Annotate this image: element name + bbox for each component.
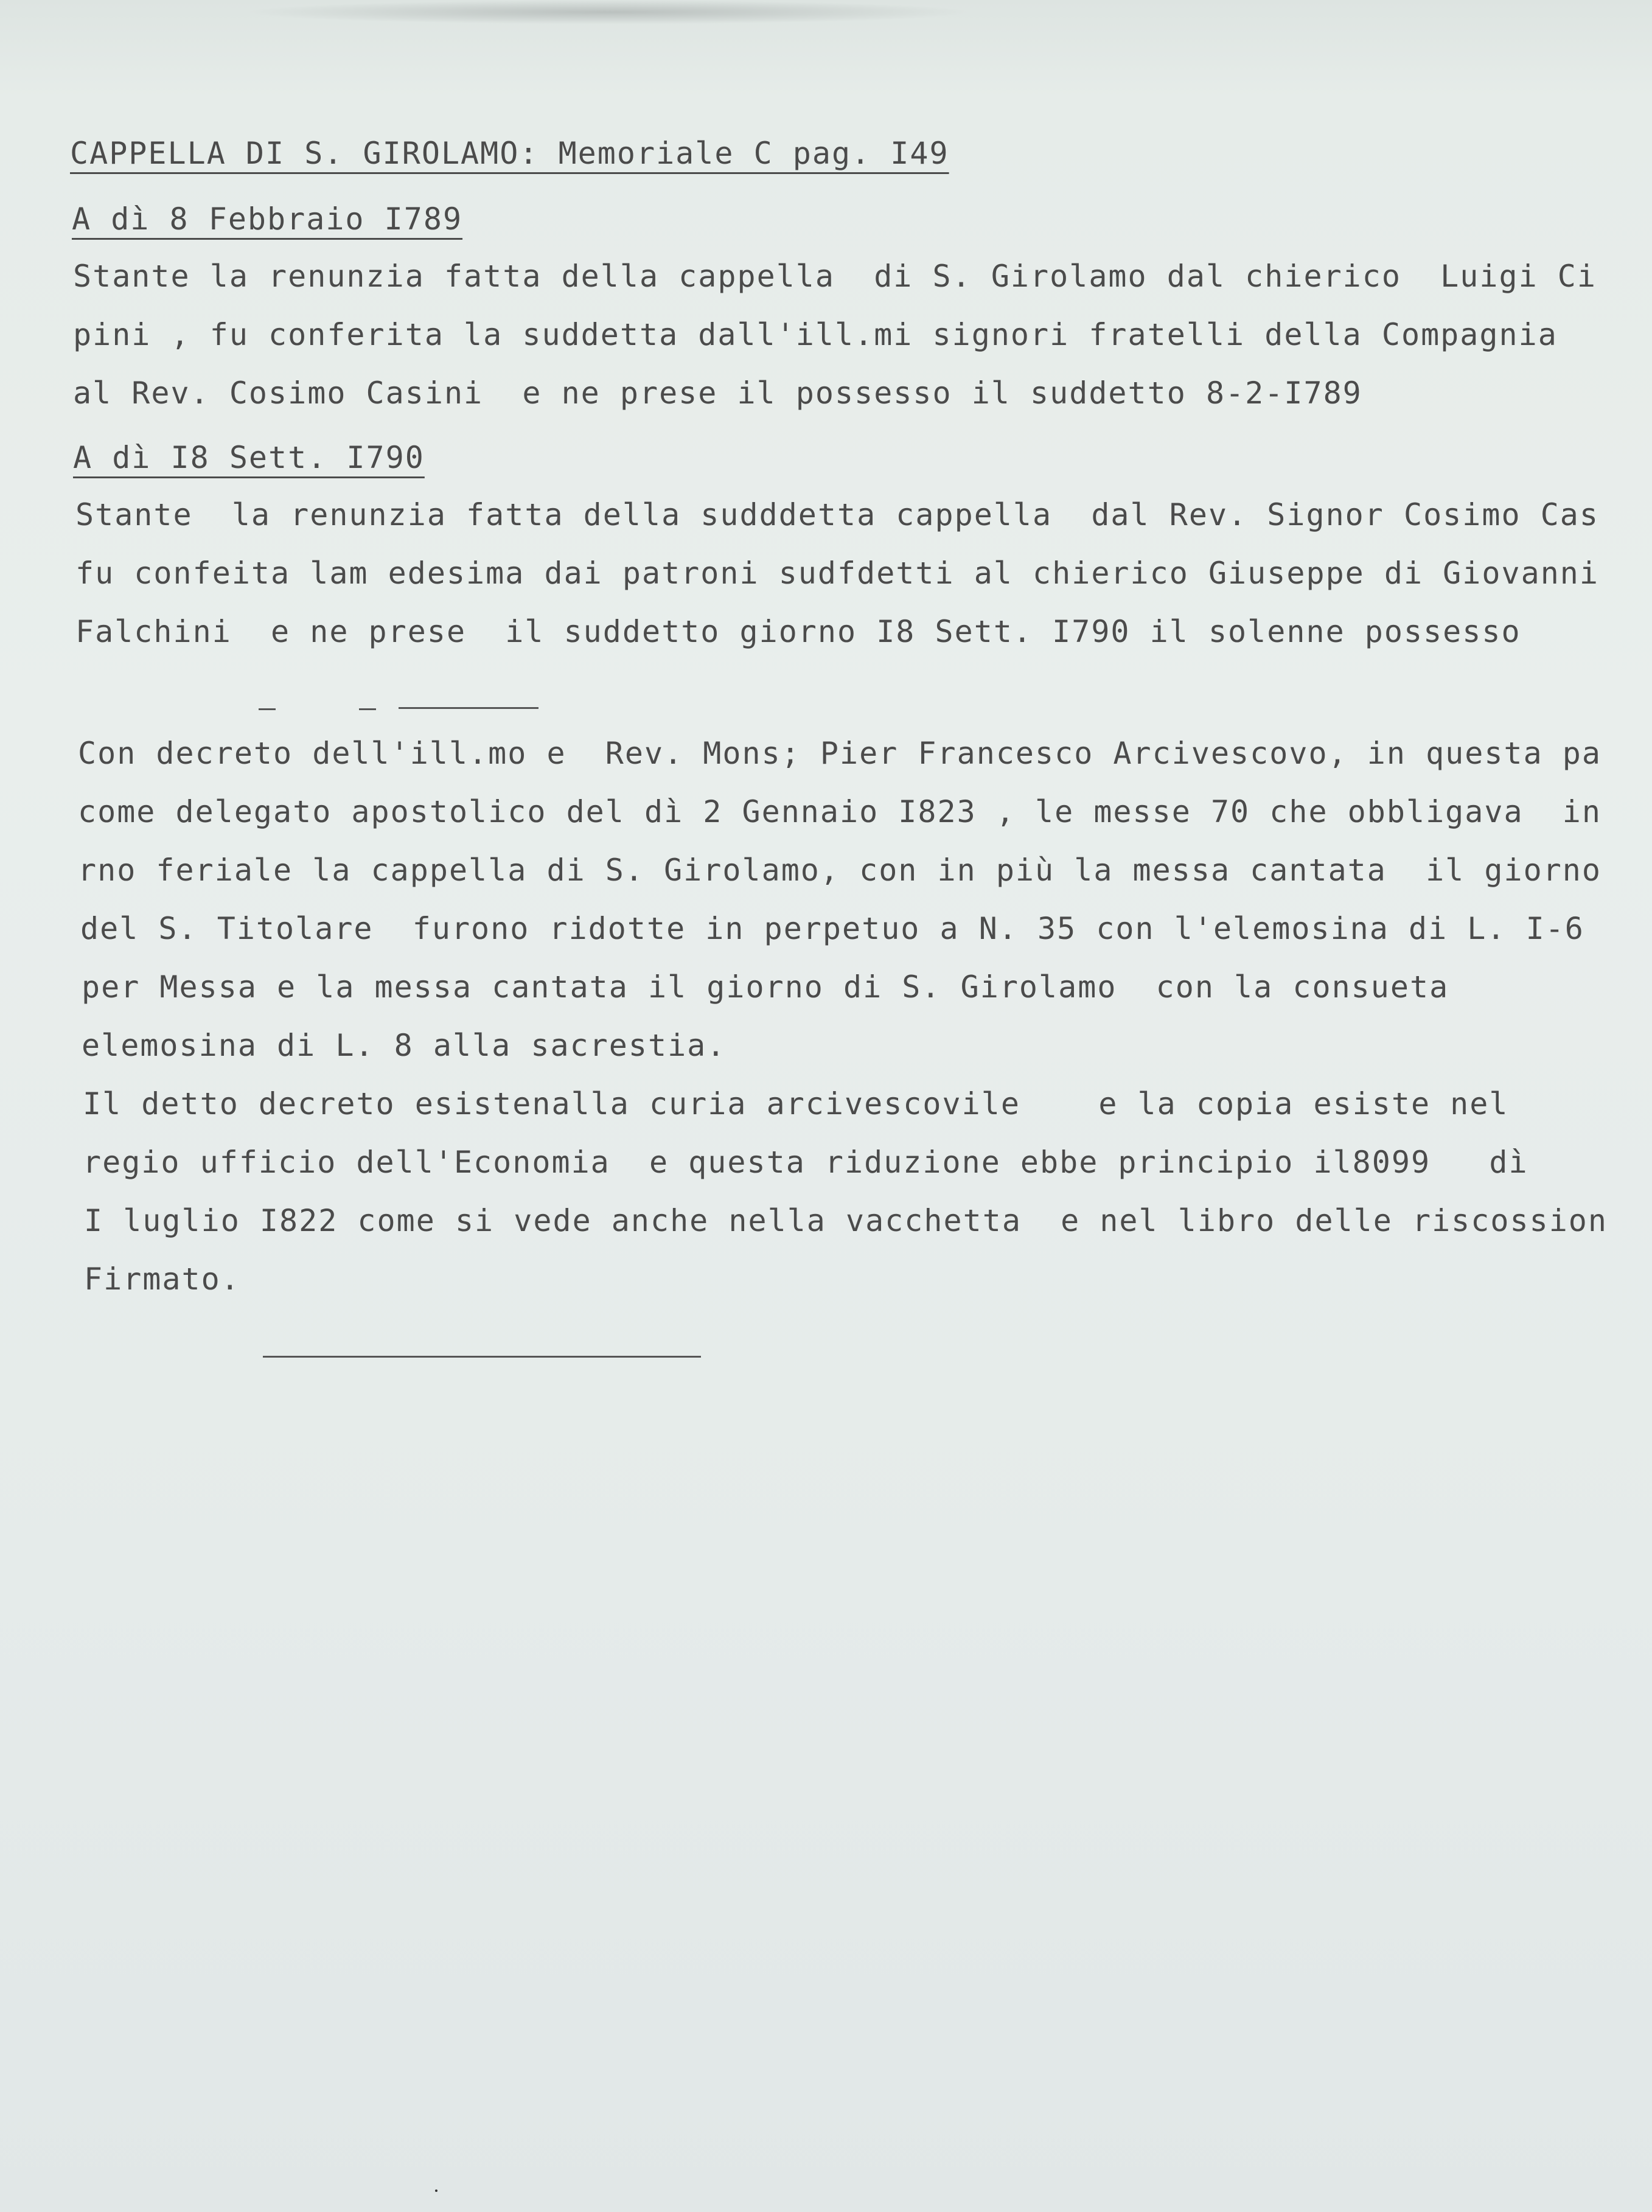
decree-line: regio ufficio dell'Economia e questa riduzione ebbe principio il8099 dì [83, 1145, 1528, 1180]
decree-line: elemosina di L. 8 alla sacrestia. [82, 1028, 727, 1063]
entry1-line: al Rev. Cosimo Casini e ne prese il possesso il suddetto 8-2-I789 [73, 375, 1362, 411]
decree-line: Con decreto dell'ill.mo e Rev. Mons; Pier Francesco Arcivescovo, in questa pa [78, 736, 1601, 771]
scan-speck [435, 2189, 437, 2192]
entry1-line: pini , fu conferita la suddetta dall'ill.mi signori fratelli della Compagnia [73, 317, 1558, 352]
decree-line: Il detto decreto esistenalla curia arcivescovile e la copia esiste nel [83, 1086, 1509, 1122]
entry2-line: Falchini e ne prese il suddetto giorno I8 Sett. I790 il solenne possesso [75, 614, 1521, 649]
entry1-date: A dì 8 Febbraio I789 [72, 201, 463, 237]
decree-signature: Firmato. [84, 1261, 240, 1297]
decree-line: per Messa e la messa cantata il giorno di S. Girolamo con la consueta [82, 969, 1449, 1005]
entry2-date: A dì I8 Sett. I790 [73, 440, 425, 475]
decree-line: I luglio I822 come si vede anche nella vacchetta e nel libro delle riscossion [84, 1203, 1608, 1238]
decree-line: come delegato apostolico del dì 2 Gennaio I823 , le messe 70 che obbligava in [78, 794, 1601, 829]
decree-line: rno feriale la cappella di S. Girolamo, con in più la messa cantata il giorno [78, 853, 1601, 888]
document-title: CAPPELLA DI S. GIROLAMO: Memoriale C pag. I49 [70, 136, 949, 171]
entry2-line: Stante la renunzia fatta della sudddetta cappella dal Rev. Signor Cosimo Cas [75, 497, 1599, 532]
decree-line: del S. Titolare furono ridotte in perpetuo a N. 35 con l'elemosina di L. I-6 [80, 911, 1584, 946]
entry2-line: fu confeita lam edesima dai patroni sudfdetti al chierico Giuseppe di Giovanni [75, 556, 1599, 591]
signature-rule [263, 1356, 701, 1358]
separator-dash [259, 708, 276, 710]
separator-rule [399, 707, 538, 709]
entry1-line: Stante la renunzia fatta della cappella di S. Girolamo dal chierico Luigi Ci [73, 259, 1597, 294]
scan-shadow [243, 0, 974, 24]
separator-dash [359, 708, 376, 710]
